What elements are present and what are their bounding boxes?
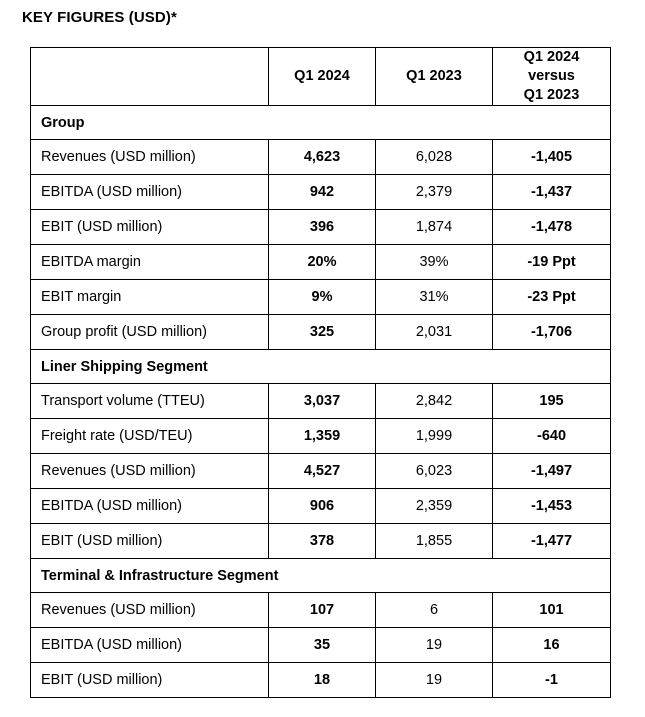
value-diff: -19 Ppt bbox=[493, 245, 611, 280]
value-q1-2023: 2,842 bbox=[376, 384, 493, 419]
value-diff: -23 Ppt bbox=[493, 280, 611, 315]
value-diff: -1,478 bbox=[493, 210, 611, 245]
value-q1-2024: 35 bbox=[269, 628, 376, 663]
comparison-header-line-3: Q1 2023 bbox=[523, 87, 580, 103]
value-q1-2024: 396 bbox=[269, 210, 376, 245]
table-row bbox=[31, 419, 611, 454]
section-row-liner-shipping bbox=[31, 350, 611, 384]
row-label: EBITDA (USD million) bbox=[31, 489, 269, 524]
value-q1-2024: 18 bbox=[269, 663, 376, 698]
header-row bbox=[31, 48, 611, 106]
value-q1-2024: 378 bbox=[269, 524, 376, 559]
row-label: Transport volume (TTEU) bbox=[31, 384, 269, 419]
table-row bbox=[31, 489, 611, 524]
row-label: Group profit (USD million) bbox=[31, 315, 269, 350]
table-row bbox=[31, 384, 611, 419]
value-q1-2023: 2,379 bbox=[376, 175, 493, 210]
value-q1-2024: 9% bbox=[269, 280, 376, 315]
key-figures-table bbox=[30, 47, 611, 698]
value-diff: 195 bbox=[493, 384, 611, 419]
page-title: KEY FIGURES (USD)* bbox=[22, 9, 177, 26]
value-q1-2023: 2,031 bbox=[376, 315, 493, 350]
value-q1-2023: 6,023 bbox=[376, 454, 493, 489]
value-diff: -1,437 bbox=[493, 175, 611, 210]
row-label: Revenues (USD million) bbox=[31, 140, 269, 175]
table-row bbox=[31, 245, 611, 280]
comparison-header-line-1: Q1 2024 bbox=[523, 49, 580, 65]
value-q1-2023: 6 bbox=[376, 593, 493, 628]
value-diff: -640 bbox=[493, 419, 611, 454]
value-q1-2023: 1,855 bbox=[376, 524, 493, 559]
row-label: EBITDA (USD million) bbox=[31, 175, 269, 210]
value-q1-2023: 2,359 bbox=[376, 489, 493, 524]
row-label: EBIT margin bbox=[31, 280, 269, 315]
value-q1-2023: 19 bbox=[376, 663, 493, 698]
value-q1-2023: 31% bbox=[376, 280, 493, 315]
row-label: EBIT (USD million) bbox=[31, 210, 269, 245]
value-q1-2023: 1,874 bbox=[376, 210, 493, 245]
value-diff: -1,497 bbox=[493, 454, 611, 489]
value-q1-2024: 325 bbox=[269, 315, 376, 350]
value-diff: 101 bbox=[493, 593, 611, 628]
column-header-q1-2024: Q1 2024 bbox=[269, 48, 376, 106]
section-title: Liner Shipping Segment bbox=[31, 350, 611, 384]
row-label: Revenues (USD million) bbox=[31, 454, 269, 489]
header-label-cell bbox=[31, 48, 269, 106]
value-diff: -1,453 bbox=[493, 489, 611, 524]
value-diff: -1,405 bbox=[493, 140, 611, 175]
value-q1-2023: 19 bbox=[376, 628, 493, 663]
value-q1-2023: 6,028 bbox=[376, 140, 493, 175]
row-label: EBIT (USD million) bbox=[31, 663, 269, 698]
row-label: EBIT (USD million) bbox=[31, 524, 269, 559]
table-row bbox=[31, 315, 611, 350]
table-row bbox=[31, 628, 611, 663]
row-label: EBITDA margin bbox=[31, 245, 269, 280]
section-row-group bbox=[31, 106, 611, 140]
value-q1-2024: 3,037 bbox=[269, 384, 376, 419]
value-diff: -1 bbox=[493, 663, 611, 698]
table-row bbox=[31, 593, 611, 628]
table-row bbox=[31, 210, 611, 245]
section-title: Group bbox=[31, 106, 611, 140]
comparison-header-line-2: versus bbox=[528, 68, 575, 84]
table-row bbox=[31, 175, 611, 210]
value-diff: -1,706 bbox=[493, 315, 611, 350]
column-header-q1-2023: Q1 2023 bbox=[376, 48, 493, 106]
column-header-comparison bbox=[493, 48, 611, 106]
value-q1-2023: 1,999 bbox=[376, 419, 493, 454]
value-q1-2024: 4,527 bbox=[269, 454, 376, 489]
row-label: Freight rate (USD/TEU) bbox=[31, 419, 269, 454]
value-q1-2024: 1,359 bbox=[269, 419, 376, 454]
table-row bbox=[31, 140, 611, 175]
value-q1-2024: 4,623 bbox=[269, 140, 376, 175]
value-q1-2024: 107 bbox=[269, 593, 376, 628]
table-row bbox=[31, 663, 611, 698]
section-title: Terminal & Infrastructure Segment bbox=[31, 559, 611, 593]
value-diff: -1,477 bbox=[493, 524, 611, 559]
table-row bbox=[31, 454, 611, 489]
value-q1-2024: 20% bbox=[269, 245, 376, 280]
value-q1-2023: 39% bbox=[376, 245, 493, 280]
row-label: EBITDA (USD million) bbox=[31, 628, 269, 663]
table-row bbox=[31, 280, 611, 315]
value-q1-2024: 942 bbox=[269, 175, 376, 210]
row-label: Revenues (USD million) bbox=[31, 593, 269, 628]
value-q1-2024: 906 bbox=[269, 489, 376, 524]
value-diff: 16 bbox=[493, 628, 611, 663]
section-row-terminal-infrastructure bbox=[31, 559, 611, 593]
table-row bbox=[31, 524, 611, 559]
